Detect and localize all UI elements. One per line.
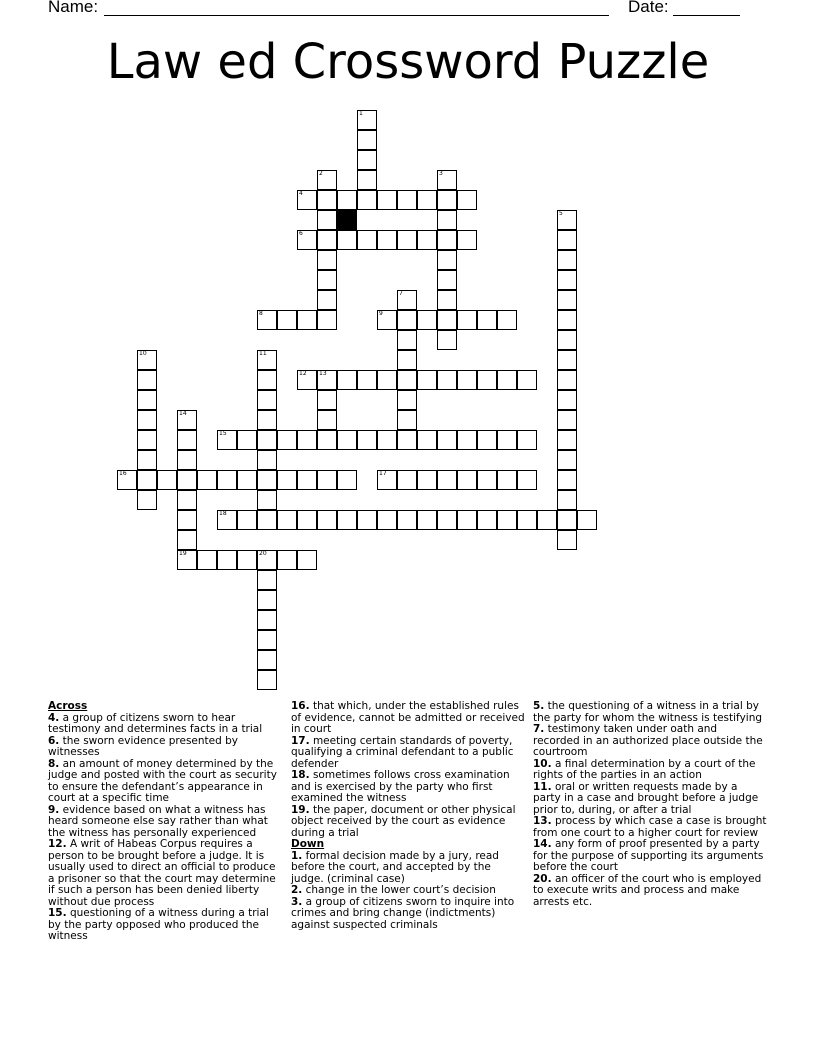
- grid-cell[interactable]: [277, 510, 297, 530]
- grid-cell[interactable]: [217, 430, 237, 450]
- grid-cell[interactable]: [457, 190, 477, 210]
- grid-cell[interactable]: [477, 430, 497, 450]
- clue-number-1: 1: [359, 110, 363, 117]
- grid-cell[interactable]: [337, 370, 357, 390]
- grid-cell[interactable]: [417, 190, 437, 210]
- grid-cell[interactable]: [437, 250, 457, 270]
- grid-cell[interactable]: [257, 310, 277, 330]
- grid-cell[interactable]: [397, 470, 417, 490]
- grid-cell[interactable]: [237, 550, 257, 570]
- clue-number-14: 14: [179, 410, 187, 417]
- grid-cell[interactable]: [537, 510, 557, 530]
- grid-cell[interactable]: [317, 370, 337, 390]
- clue-text: an officer of the court who is employed to execute writs and process and make arrests etc.: [533, 872, 762, 908]
- grid-cell[interactable]: [237, 470, 257, 490]
- across-clue: [291, 736, 525, 771]
- grid-cell[interactable]: [257, 490, 277, 510]
- down-clue: [291, 851, 525, 886]
- date-label: Date:: [628, 0, 669, 16]
- grid-cell[interactable]: [177, 470, 197, 490]
- across-clue: [48, 759, 282, 805]
- grid-cell[interactable]: [317, 230, 337, 250]
- clue-number-18: 18: [219, 510, 227, 517]
- grid-cell[interactable]: [397, 510, 417, 530]
- grid-cell[interactable]: [437, 330, 457, 350]
- grid-cell[interactable]: [477, 470, 497, 490]
- grid-cell[interactable]: [557, 310, 577, 330]
- grid-cell[interactable]: [297, 310, 317, 330]
- grid-cell[interactable]: [437, 290, 457, 310]
- grid-cell[interactable]: [117, 470, 137, 490]
- grid-cell[interactable]: [177, 530, 197, 550]
- grid-cell[interactable]: [557, 270, 577, 290]
- grid-cell[interactable]: [477, 510, 497, 530]
- grid-cell[interactable]: [517, 370, 537, 390]
- grid-cell[interactable]: [137, 430, 157, 450]
- grid-cell[interactable]: [317, 170, 337, 190]
- clue-number: 4.: [48, 711, 60, 724]
- grid-cell[interactable]: [137, 390, 157, 410]
- grid-cell[interactable]: [217, 510, 237, 530]
- grid-cell[interactable]: [397, 350, 417, 370]
- grid-cell[interactable]: [557, 350, 577, 370]
- down-clue: [533, 839, 767, 874]
- grid-cell[interactable]: [457, 370, 477, 390]
- down-clue: [533, 874, 767, 909]
- grid-cell[interactable]: [277, 430, 297, 450]
- grid-cell[interactable]: [317, 470, 337, 490]
- clue-number-7: 7: [399, 290, 403, 297]
- grid-cell[interactable]: [297, 190, 317, 210]
- grid-cell[interactable]: [437, 230, 457, 250]
- grid-cell[interactable]: [557, 410, 577, 430]
- clue-text: change in the lower court’s decision: [302, 884, 496, 896]
- grid-cell[interactable]: [557, 470, 577, 490]
- clue-number: 2.: [291, 884, 303, 896]
- clue-text: meeting certain standards of poverty, qualifying a criminal defendant to a public defender: [291, 734, 514, 770]
- grid-cell[interactable]: [337, 230, 357, 250]
- grid-cell[interactable]: [437, 370, 457, 390]
- clue-number: 6.: [48, 734, 60, 747]
- clue-number: 5.: [533, 700, 545, 712]
- grid-cell[interactable]: [357, 230, 377, 250]
- grid-cell[interactable]: [257, 410, 277, 430]
- clue-number-13: 13: [319, 370, 327, 377]
- clue-number: 17.: [291, 734, 310, 747]
- grid-cell[interactable]: [417, 470, 437, 490]
- clue-number-17: 17: [379, 470, 387, 477]
- grid-cell[interactable]: [417, 510, 437, 530]
- grid-cell[interactable]: [337, 430, 357, 450]
- grid-cell[interactable]: [457, 230, 477, 250]
- page-title: Law ed Crossword Puzzle: [106, 34, 710, 90]
- clue-number: 20.: [533, 872, 552, 885]
- across-clue: [48, 805, 282, 840]
- grid-cell[interactable]: [177, 410, 197, 430]
- grid-cell[interactable]: [437, 510, 457, 530]
- clue-number-6: 6: [299, 230, 303, 237]
- grid-cell[interactable]: [237, 430, 257, 450]
- across-clue: [291, 701, 525, 736]
- across-clue: [48, 908, 282, 943]
- grid-cell[interactable]: [297, 370, 317, 390]
- clue-text: a group of citizens sworn to hear testimony and determines facts in a trial: [48, 711, 263, 735]
- grid-cell[interactable]: [257, 670, 277, 690]
- grid-cell[interactable]: [377, 310, 397, 330]
- down-clue: [291, 897, 525, 932]
- clue-number-4: 4: [299, 190, 303, 197]
- grid-cell[interactable]: [457, 310, 477, 330]
- clue-text: sometimes follows cross examination and is exercised by the party who first examined the witness: [291, 769, 510, 804]
- down-clue: [533, 782, 767, 817]
- grid-cell[interactable]: [457, 470, 477, 490]
- grid-cell[interactable]: [497, 470, 517, 490]
- grid-cell[interactable]: [197, 470, 217, 490]
- grid-cell[interactable]: [317, 210, 337, 230]
- grid-cell[interactable]: [137, 470, 157, 490]
- grid-cell[interactable]: [557, 430, 577, 450]
- grid-cell[interactable]: [457, 430, 477, 450]
- clue-number-16: 16: [119, 470, 127, 477]
- grid-cell[interactable]: [257, 630, 277, 650]
- clue-text: the sworn evidence presented by witnesses: [48, 734, 239, 758]
- grid-cell[interactable]: [397, 370, 417, 390]
- grid-cell[interactable]: [177, 490, 197, 510]
- clue-number: 19.: [291, 803, 310, 816]
- grid-cell[interactable]: [217, 470, 237, 490]
- grid-cell[interactable]: [497, 370, 517, 390]
- grid-cell[interactable]: [297, 230, 317, 250]
- grid-cell[interactable]: [557, 250, 577, 270]
- grid-cell[interactable]: [557, 510, 577, 530]
- grid-cell[interactable]: [257, 590, 277, 610]
- clue-number: 7.: [533, 723, 545, 735]
- grid-cell[interactable]: [397, 410, 417, 430]
- grid-cell[interactable]: [137, 410, 157, 430]
- clue-text: evidence based on what a witness has heard someone else say rather than what the witness has personally experienced: [48, 803, 268, 839]
- grid-cell[interactable]: [137, 350, 157, 370]
- grid-cell[interactable]: [397, 310, 417, 330]
- across-clue: [291, 805, 525, 840]
- grid-cell[interactable]: [377, 430, 397, 450]
- down-clue: [533, 701, 767, 724]
- grid-cell[interactable]: [337, 190, 357, 210]
- grid-cell[interactable]: [137, 450, 157, 470]
- grid-cell[interactable]: [377, 230, 397, 250]
- down-heading: Down: [291, 838, 325, 850]
- grid-cell[interactable]: [357, 370, 377, 390]
- clue-column-3: [533, 701, 767, 908]
- grid-cell[interactable]: [317, 310, 337, 330]
- across-clue: [48, 713, 282, 736]
- across-clue: [48, 736, 282, 759]
- grid-cell[interactable]: [317, 510, 337, 530]
- grid-cell[interactable]: [377, 370, 397, 390]
- grid-cell[interactable]: [257, 470, 277, 490]
- grid-cell[interactable]: [577, 510, 597, 530]
- grid-cell[interactable]: [357, 190, 377, 210]
- grid-cell[interactable]: [177, 450, 197, 470]
- grid-cell[interactable]: [297, 510, 317, 530]
- clue-number-19: 19: [179, 550, 187, 557]
- grid-cell[interactable]: [257, 570, 277, 590]
- grid-cell[interactable]: [557, 330, 577, 350]
- blocked-cell: [337, 210, 357, 230]
- clue-number-8: 8: [259, 310, 263, 317]
- clue-number: 11.: [533, 780, 552, 793]
- grid-cell[interactable]: [217, 550, 237, 570]
- clue-text: oral or written requests made by a party in a case and brought before a judge prior to, during, or after a trial: [533, 780, 759, 816]
- clue-text: any form of proof presented by a party for the purpose of supporting its arguments before the court: [533, 838, 764, 873]
- grid-cell[interactable]: [357, 110, 377, 130]
- grid-cell[interactable]: [417, 430, 437, 450]
- name-label: Name:: [48, 0, 99, 16]
- grid-cell[interactable]: [497, 510, 517, 530]
- clue-text: process by which case a case is brought from one court to a higher court for review: [533, 815, 767, 839]
- grid-cell[interactable]: [557, 290, 577, 310]
- clue-number: 8.: [48, 757, 60, 770]
- grid-cell[interactable]: [277, 310, 297, 330]
- grid-cell[interactable]: [257, 370, 277, 390]
- grid-cell[interactable]: [357, 510, 377, 530]
- across-heading: Across: [48, 700, 88, 712]
- grid-cell[interactable]: [357, 430, 377, 450]
- grid-cell[interactable]: [517, 510, 537, 530]
- grid-cell[interactable]: [297, 550, 317, 570]
- grid-cell[interactable]: [317, 190, 337, 210]
- clue-text: testimony taken under oath and recorded in an authorized place outside the courtroom: [533, 723, 763, 758]
- grid-cell[interactable]: [437, 190, 457, 210]
- grid-cell[interactable]: [337, 510, 357, 530]
- clue-number: 9.: [48, 803, 60, 816]
- clue-text: A writ of Habeas Corpus requires a person to be brought before a judge. It is usually used to direct an official to produce a prisoner so that the court may determine if such a person has been denied liberty without due process: [48, 838, 276, 908]
- grid-cell[interactable]: [357, 170, 377, 190]
- clue-number-20: 20: [259, 550, 267, 557]
- grid-cell[interactable]: [437, 210, 457, 230]
- clue-text: an amount of money determined by the judge and posted with the court as security to ensure the defendant’s appearance in court at a specific time: [48, 757, 277, 804]
- grid-cell[interactable]: [197, 550, 217, 570]
- clue-column-2: [291, 701, 525, 931]
- grid-cell[interactable]: [257, 650, 277, 670]
- grid-cell[interactable]: [257, 450, 277, 470]
- grid-cell[interactable]: [377, 510, 397, 530]
- clue-text: a group of citizens sworn to inquire into crimes and bring change (indictments) against suspected criminals: [291, 895, 515, 931]
- grid-cell[interactable]: [377, 190, 397, 210]
- clue-text: questioning of a witness during a trial by the party opposed who produced the witness: [48, 907, 269, 942]
- grid-cell[interactable]: [317, 270, 337, 290]
- grid-cell[interactable]: [397, 390, 417, 410]
- clue-number: 18.: [291, 769, 310, 781]
- grid-cell[interactable]: [417, 230, 437, 250]
- grid-cell[interactable]: [257, 510, 277, 530]
- grid-cell[interactable]: [417, 370, 437, 390]
- grid-cell[interactable]: [437, 310, 457, 330]
- clue-column-1: [48, 701, 282, 943]
- grid-cell[interactable]: [557, 530, 577, 550]
- grid-cell[interactable]: [497, 430, 517, 450]
- grid-cell[interactable]: [317, 390, 337, 410]
- grid-cell[interactable]: [317, 250, 337, 270]
- clue-number: 10.: [533, 757, 552, 770]
- grid-cell[interactable]: [497, 310, 517, 330]
- clue-number: 13.: [533, 815, 552, 827]
- down-clue: [533, 724, 767, 759]
- grid-cell[interactable]: [457, 510, 477, 530]
- grid-cell[interactable]: [357, 130, 377, 150]
- grid-cell[interactable]: [437, 270, 457, 290]
- grid-cell[interactable]: [157, 470, 177, 490]
- grid-cell[interactable]: [237, 510, 257, 530]
- clue-number-15: 15: [219, 430, 227, 437]
- grid-cell[interactable]: [257, 390, 277, 410]
- grid-cell[interactable]: [437, 170, 457, 190]
- grid-cell[interactable]: [317, 290, 337, 310]
- grid-cell[interactable]: [557, 230, 577, 250]
- clue-number: 3.: [291, 895, 303, 908]
- grid-cell[interactable]: [257, 550, 277, 570]
- grid-cell[interactable]: [557, 370, 577, 390]
- grid-cell[interactable]: [177, 510, 197, 530]
- grid-cell[interactable]: [557, 450, 577, 470]
- clue-text: a final determination by a court of the rights of the parties in an action: [533, 757, 756, 781]
- clue-text: that which, under the established rules of evidence, cannot be admitted or received in court: [291, 700, 525, 735]
- clue-text: the paper, document or other physical object received by the court as evidence during a trial: [291, 803, 516, 839]
- down-clue: [533, 759, 767, 782]
- clue-number: 15.: [48, 907, 67, 919]
- across-clue: [48, 839, 282, 908]
- grid-cell[interactable]: [317, 410, 337, 430]
- grid-cell[interactable]: [177, 550, 197, 570]
- grid-cell[interactable]: [377, 470, 397, 490]
- grid-cell[interactable]: [177, 430, 197, 450]
- grid-cell[interactable]: [437, 430, 457, 450]
- grid-cell[interactable]: [277, 470, 297, 490]
- clue-text: formal decision made by a jury, read before the court, and accepted by the judge. (criminal case): [291, 849, 499, 885]
- grid-cell[interactable]: [417, 310, 437, 330]
- grid-cell[interactable]: [557, 490, 577, 510]
- clue-number: 14.: [533, 838, 552, 850]
- across-clue: [291, 770, 525, 805]
- down-clue: [533, 816, 767, 839]
- clue-number-12: 12: [299, 370, 307, 377]
- grid-cell[interactable]: [517, 430, 537, 450]
- grid-cell[interactable]: [357, 150, 377, 170]
- grid-cell[interactable]: [517, 470, 537, 490]
- grid-cell[interactable]: [397, 230, 417, 250]
- clue-number-9: 9: [379, 310, 383, 317]
- grid-cell[interactable]: [257, 350, 277, 370]
- clue-number-10: 10: [139, 350, 147, 357]
- grid-cell[interactable]: [397, 430, 417, 450]
- grid-cell[interactable]: [137, 370, 157, 390]
- grid-cell[interactable]: [477, 310, 497, 330]
- grid-cell[interactable]: [257, 610, 277, 630]
- grid-cell[interactable]: [257, 430, 277, 450]
- grid-cell[interactable]: [297, 430, 317, 450]
- clue-number: 12.: [48, 838, 67, 850]
- grid-cell[interactable]: [137, 490, 157, 510]
- grid-cell[interactable]: [557, 210, 577, 230]
- clue-number: 16.: [291, 700, 310, 712]
- clue-number-2: 2: [319, 170, 323, 177]
- grid-cell[interactable]: [397, 290, 417, 310]
- grid-cell[interactable]: [437, 470, 457, 490]
- grid-cell[interactable]: [557, 390, 577, 410]
- grid-cell[interactable]: [397, 190, 417, 210]
- clue-number: 1.: [291, 849, 303, 862]
- grid-cell[interactable]: [317, 430, 337, 450]
- grid-cell[interactable]: [297, 470, 317, 490]
- clue-number-5: 5: [559, 210, 563, 217]
- clue-number-3: 3: [439, 170, 443, 177]
- clue-number-11: 11: [259, 350, 267, 357]
- grid-cell[interactable]: [397, 330, 417, 350]
- grid-cell[interactable]: [477, 370, 497, 390]
- grid-cell[interactable]: [337, 470, 357, 490]
- clue-text: the questioning of a witness in a trial by the party for whom the witness is testifying: [533, 700, 763, 724]
- grid-cell[interactable]: [277, 550, 297, 570]
